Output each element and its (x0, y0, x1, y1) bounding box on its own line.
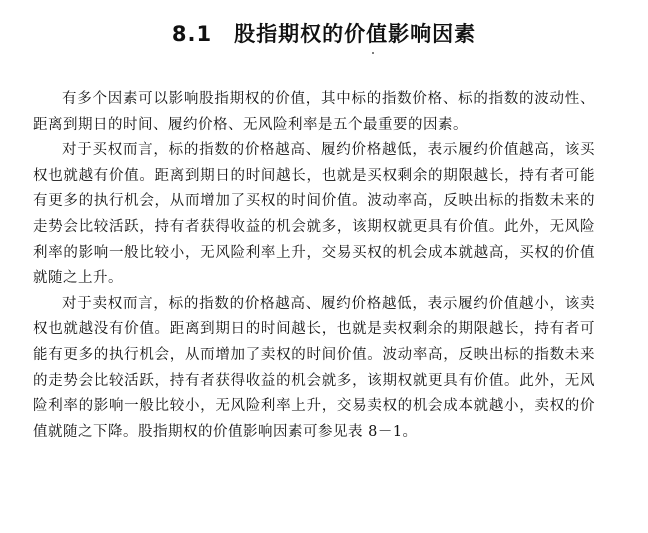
paragraph-intro: 有多个因素可以影响股指期权的价值，其中标的指数价格、标的指数的波动性、距离到期日的时间、履约价格、无风险利率是五个最重要的因素。 (33, 91, 595, 133)
section-number: 8.1 (171, 22, 213, 47)
section-title: 股指期权的价值影响因素 (234, 22, 477, 47)
paragraph-put-option: 对于卖权而言，标的指数的价格越高、履约价格越低，表示履约价值越小，该卖权也就越没有价值。距离到期日的时间越长，也就是卖权剩余的期限越长，持有者可能有更多的执行机会，从而增加了卖权的时间价值。波动率高，反映出标的指数未来的走势会比较活跃，持有者获得收益的机会就多，该期权就更具有价值。此外，无风险利率的影响一般比较小，无风险利率上升，交易卖权的机会成本就越小，卖权的价值就随之下降。股指期权的价值影响因素可参见表 8－1。 (33, 295, 595, 440)
section-heading (0, 20, 648, 48)
scan-speck (372, 52, 374, 54)
paragraph-call-option: 对于买权而言，标的指数的价格越高、履约价格越低，表示履约价值越高，该买权也就越有价值。距离到期日的时间越长，也就是买权剩余的期限越长，持有者可能有更多的执行机会，从而增加了买权的时间价值。波动率高，反映出标的指数未来的走势会比较活跃，持有者获得收益的机会就多，该期权就更具有价值。此外，无风险利率的影响一般比较小，无风险利率上升，交易买权的机会成本就越高，买权的价值就随之上升。 (33, 142, 595, 287)
body-text (33, 87, 595, 445)
